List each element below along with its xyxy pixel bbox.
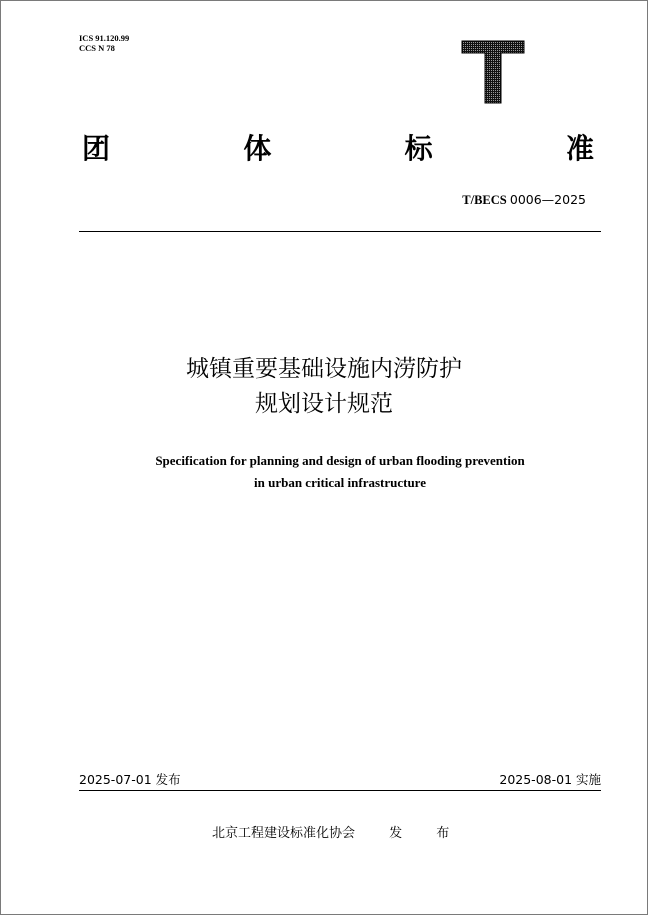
chinese-title-line-2: 规划设计规范 — [255, 391, 393, 417]
english-title-line-1: Specification for planning and design of urban flooding prevention — [155, 453, 525, 468]
english-title-line-2: in urban critical infrastructure — [254, 475, 426, 490]
standard-number-digits: 0006—2025 — [509, 192, 586, 207]
classification-codes — [79, 33, 129, 53]
publisher-action: 发 布 — [389, 826, 450, 841]
publisher-line — [212, 822, 449, 841]
ics-code: ICS 91.120.99 — [79, 33, 130, 43]
chinese-title-line-1: 城镇重要基础设施内涝防护 — [186, 356, 462, 382]
standard-number-prefix: T/BECS — [462, 193, 510, 207]
standard-type-char: 团 — [82, 132, 111, 165]
standard-type-char: 标 — [404, 132, 433, 165]
english-title — [0, 450, 648, 494]
standard-type-heading — [82, 131, 594, 167]
ccs-code: CCS N 78 — [79, 43, 115, 53]
standard-type-char: 体 — [243, 132, 272, 165]
footer-divider — [79, 790, 601, 791]
header-divider — [79, 231, 601, 232]
publisher-name: 北京工程建设标准化协会 — [212, 826, 356, 841]
chinese-title — [0, 352, 648, 422]
group-standard-t-logo — [461, 40, 525, 104]
implementation-date: 2025-08-01 实施 — [499, 772, 601, 787]
standard-type-char: 准 — [565, 132, 594, 165]
issue-date: 2025-07-01 发布 — [79, 772, 181, 787]
standard-number — [462, 192, 586, 208]
